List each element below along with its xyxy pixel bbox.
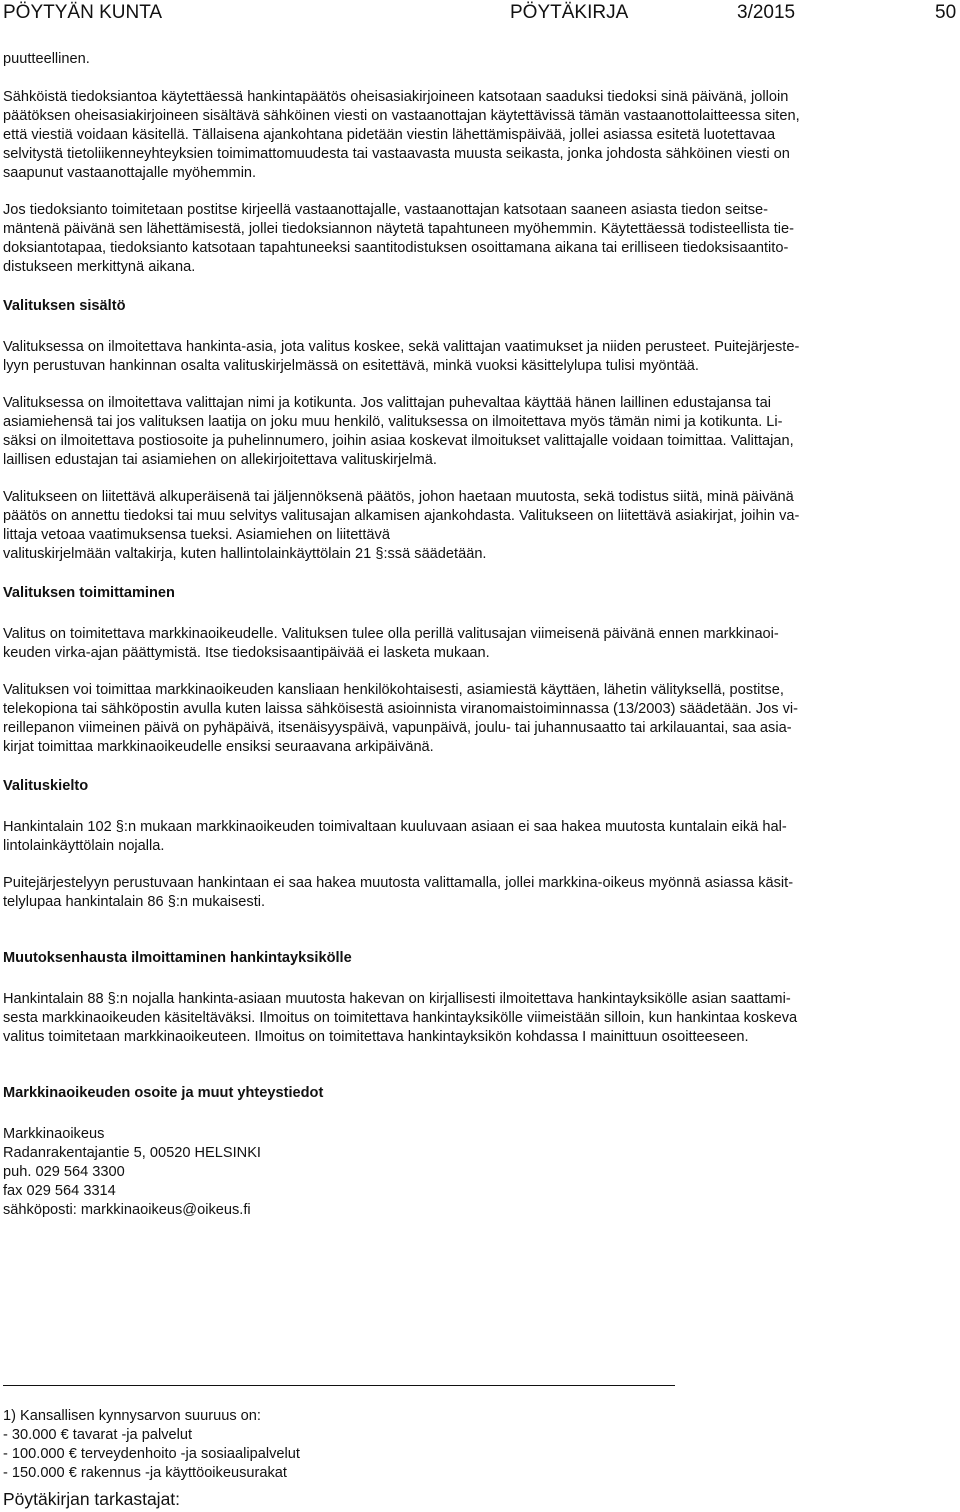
footnote-item: - 150.000 € rakennus -ja käyttöoikeusurakat bbox=[3, 1465, 287, 1481]
paragraph-appeal-delivery-2: Valituksen voi toimittaa markkinaoikeuden kansliaan henkilökohtaisesti, asiamiestä käyttäen, lähetin välityksellä, postitse, telekopiona tai sähköpostin avulla kuten laissa sähköisestä asioinnista viranomaistoiminnassa (13/2003) säädetään. Jos vi- reillepanon viimeinen päivä on pyhäpäivä, itsenäisyyspäivä, vapunpäivä, joulu- tai juhannusaatto tai arkilauantai, saa asia- kirjat toimittaa markkinaoikeudelle ensiksi seuraavana arkipäivänä. bbox=[3, 682, 799, 755]
footnotes bbox=[3, 1407, 300, 1483]
intro-fragment: puutteellinen. bbox=[3, 51, 90, 67]
footnote-title: 1) Kansallisen kynnysarvon suuruus on: bbox=[3, 1408, 261, 1424]
minutes-checkers-label: Pöytäkirjan tarkastajat: bbox=[3, 1489, 181, 1509]
court-fax: fax 029 564 3314 bbox=[3, 1183, 116, 1199]
paragraph-prohibition-2: Puitejärjestelyyn perustuvaan hankintaan ei saa hakea muutosta valittamalla, jollei markkina-oikeus myönnä asiassa käsit- telylupaa hankintalain 86 §:n mukaisesti. bbox=[3, 875, 794, 910]
court-address: Radanrakentajantie 5, 00520 HELSINKI bbox=[3, 1145, 261, 1161]
heading-court-contact: Markkinaoikeuden osoite ja muut yhteystiedot bbox=[3, 1085, 324, 1101]
paragraph-appeal-content-3: Valitukseen on liitettävä alkuperäisenä tai jäljennöksenä päätös, johon haetaan muutosta, sekä todistus siitä, minä päivänä päätös on annettu tiedoksi tai muu selvitys valitusajan alkamisen ajankohdasta. Valitukseen on liitettävä asiakirjat, joihin va- littaja vetoaa vaatimuksensa tueksi. Asiamiehen on liitettävä valituskirjelmään valtakirja, kuten hallintolainkäyttölain 21 §:ssä säädetään. bbox=[3, 489, 800, 562]
paragraph-prohibition-1: Hankintalain 102 §:n mukaan markkinaoikeuden toimivaltaan kuuluvaan asiaan ei saa hakea muutosta kuntalain eikä hal- lintolainkäyttölain nojalla. bbox=[3, 819, 787, 854]
footnote-item: - 100.000 € terveydenhoito -ja sosiaalipalvelut bbox=[3, 1446, 300, 1462]
court-name: Markkinaoikeus bbox=[3, 1126, 105, 1142]
paragraph-electronic-notice: Sähköistä tiedoksiantoa käytettäessä hankintapäätös oheisasiakirjoineen katsotaan saaduksi tiedoksi sinä päivänä, jolloin päätöksen oheisasiakirjoineen sisältävä sähköinen viesti on vastaanottajan käytettävissä tämän vastaanottolaitteessa siten, että viestiä voidaan käsitellä. Tällaisena ajankohtana pidetään viestin lähettämispäivää, jollei asiassa esitetä luotettavaa selvitystä tietoliikenneyhteyksien toimimattomuudesta tai vastaavasta muusta seikasta, jonka johdosta sähköinen viesti on saapunut vastaanottajalle myöhemmin. bbox=[3, 89, 800, 181]
organization-name: PÖYTYÄN KUNTA bbox=[3, 2, 163, 23]
court-contact-details bbox=[3, 1125, 953, 1220]
document-number: 3/2015 bbox=[737, 2, 796, 23]
heading-appeal-content: Valituksen sisältö bbox=[3, 298, 126, 314]
document-type: PÖYTÄKIRJA bbox=[510, 2, 629, 23]
document-body bbox=[3, 50, 953, 1220]
heading-notice-to-contracting-entity: Muutoksenhausta ilmoittaminen hankintayksikölle bbox=[3, 950, 352, 966]
page-number: 50 bbox=[935, 2, 957, 23]
paragraph-appeal-content-1: Valituksessa on ilmoitettava hankinta-asia, jota valitus koskee, sekä valittajan vaatimukset ja niiden perusteet. Puitejärjeste- lyyn perustuvan hankinnan osalta valituskirjelmässä on esitettävä, minkä vuoksi käsittelylupa tulisi myöntää. bbox=[3, 339, 800, 374]
paragraph-postal-notice: Jos tiedoksianto toimitetaan postitse kirjeellä vastaanottajalle, vastaanottajan katsotaan saaneen asiasta tiedon seitse- mäntenä päivänä sen lähettämisestä, jollei tiedoksiannon näytetä tapahtuneen myöhemmin. Käytettäessä todisteellista tie- doksiantotapaa, tiedoksianto katsotaan tapahtuneeksi saantitodistuksen osoittamana aikana tai erilliseen tiedoksisaantito- distukseen merkittynä aikana. bbox=[3, 202, 794, 275]
court-email: sähköposti: markkinaoikeus@oikeus.fi bbox=[3, 1202, 251, 1218]
paragraph-appeal-delivery-1: Valitus on toimitettava markkinaoikeudelle. Valituksen tulee olla perillä valitusajan viimeisenä päivänä ennen markkinaoi- keuden virka-ajan päättymistä. Itse tiedoksisaantipäivää ei lasketa mukaan. bbox=[3, 626, 779, 661]
footnote-item: - 30.000 € tavarat -ja palvelut bbox=[3, 1427, 193, 1443]
footnote-divider bbox=[3, 1385, 675, 1386]
heading-appeal-prohibition: Valituskielto bbox=[3, 778, 89, 794]
paragraph-notice-to-contracting-entity: Hankintalain 88 §:n nojalla hankinta-asiaan muutosta hakevan on kirjallisesti ilmoitettava hankintayksikölle asian saattami- sesta markkinaoikeuden käsiteltäväksi. Ilmoitus on toimitettava hankintayksikölle viimeistään silloin, kun hankintaa koskeva valitus toimitetaan markkinaoikeuteen. Ilmoitus on toimitettava hankintayksikön kohdassa I mainittuun osoitteeseen. bbox=[3, 991, 798, 1045]
paragraph-appeal-content-2: Valituksessa on ilmoitettava valittajan nimi ja kotikunta. Jos valittajan puhevaltaa käyttää hänen laillinen edustajansa tai asiamiehensä tai jos valituksen laatija on joku muu henkilö, valituksessa on ilmoitettava myös tämän nimi ja kotikunta. Li- säksi on ilmoitettava postiosoite ja puhelinnumero, joihin asiaa koskevat ilmoitukset valittajalle voidaan toimittaa. Valittajan, laillisen edustajan tai asiamiehen on allekirjoitettava valituskirjelmä. bbox=[3, 395, 794, 468]
page-header bbox=[3, 2, 957, 28]
heading-appeal-delivery: Valituksen toimittaminen bbox=[3, 585, 175, 601]
court-phone: puh. 029 564 3300 bbox=[3, 1164, 125, 1180]
